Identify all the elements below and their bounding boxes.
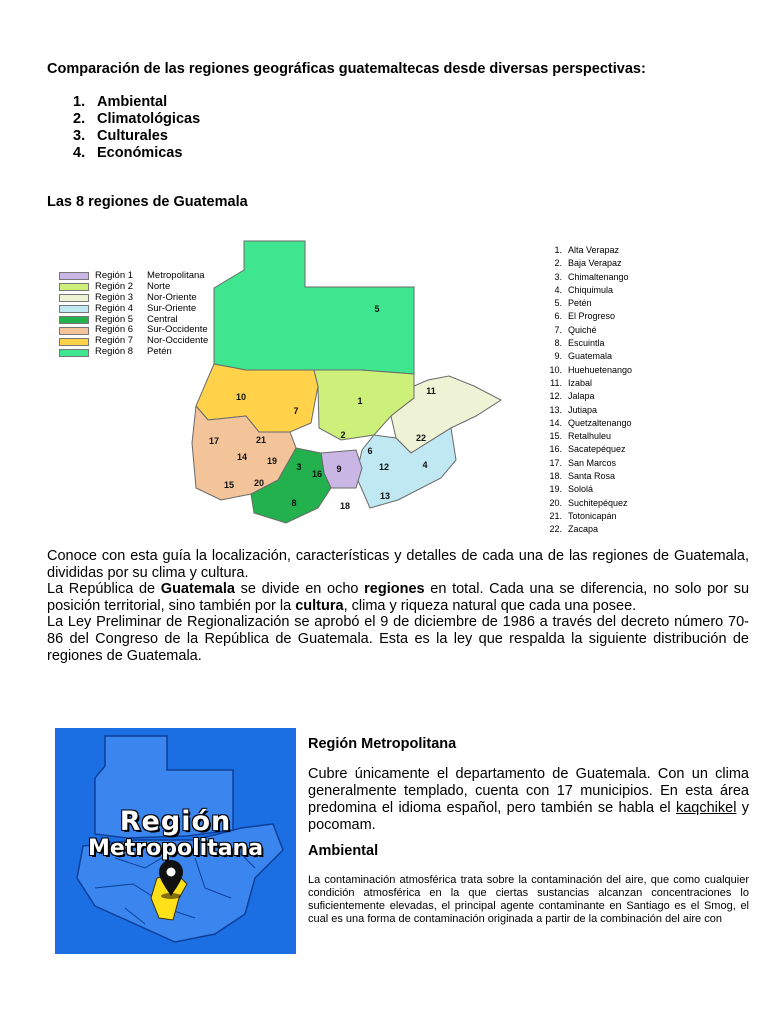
map-label: 4 [422,460,428,470]
section-heading: Región Metropolitana [308,736,457,752]
regions-heading: Las 8 regiones de Guatemala [47,194,248,210]
list-item: 18. Santa Rosa [549,471,616,482]
intro-paragraph: La República de Guatemala se divide en ocho regiones en total. Cada una se diferencia, no solo por su posición territorial, sino también por la cultura, clima y riqueza natural que cada una posee. [47,581,750,614]
subsection-heading: Ambiental [308,843,379,859]
perspectives-list [73,94,200,162]
list-item: 14. Quetzaltenango [549,417,632,428]
map-label: 15 [223,480,235,490]
map-label: 19 [266,456,278,466]
legend-swatch [59,327,89,335]
ambiental-paragraph: La contaminación atmosférica trata sobre la contaminación del aire, que como cualquier condición atmosférica en la que ciertas sustancias alcanzan concentraciones lo suficientemente elevadas, el principal agente contaminante en Santiago es el Smog, el cual es una forma de contaminación originada a partir de la combinación del aire con [308,874,749,925]
map-label: 20 [253,478,265,488]
list-item: 13. Jutiapa [549,404,598,415]
metro-image-subtitle: Metropolitana [87,836,264,861]
legend-swatch [59,283,89,291]
list-item: 2. Climatológicas [73,111,201,127]
list-item: 4. Económicas [73,145,183,161]
list-item: 19. Sololá [549,484,594,495]
map-label: 2 [340,430,346,440]
legend-entry: Región 8 Petén [59,347,208,358]
map-label: 16 [311,469,323,479]
list-item: 8. Escuintla [554,338,605,349]
map-label: 22 [415,433,427,443]
list-item: 2. Baja Verapaz [554,258,622,269]
list-item: 10. Huehuetenango [549,364,633,375]
intro-paragraph: La Ley Preliminar de Regionalización se aprobó el 9 de diciembre de 1986 a través del decreto número 70-86 del Congreso de la República de Guatemala. Esta es la ley que respalda la siguiente distribución de regiones de Guatemala. [47,614,749,664]
list-item: 6. El Progreso [554,311,616,322]
list-item: 1. Alta Verapaz [554,245,620,255]
map-label: 7 [293,406,299,416]
map-label: 21 [255,435,267,445]
legend-entry: Región 1 Metropolitana [59,271,208,282]
metro-image-title: Región [119,806,232,837]
map-label: 5 [374,304,380,314]
list-item: 5. Petén [554,298,592,309]
map-label: 10 [235,392,247,402]
list-item: 16. Sacatepéquez [549,444,626,455]
regions-map-figure [56,238,656,535]
list-item: 12. Jalapa [549,391,595,402]
legend-entry: Región 3 Nor-Oriente [59,293,208,304]
list-item: 11. Izabal [550,377,593,388]
list-item: 17. San Marcos [549,457,617,468]
metro-description: Cubre únicamente el departamento de Guatemala. Con un clima generalmente templado, cuenta con 17 municipios. En esta área predomina el idioma español, pero también se habla el kaqchikel y pocomam. [308,766,749,833]
list-item: 3. Culturales [73,128,168,144]
list-item: 9. Guatemala [554,351,613,362]
legend-entry: Región 6 Sur-Occidente [59,325,208,336]
legend-swatch [59,349,89,357]
kaqchikel-link[interactable]: kaqchikel [675,800,737,816]
map-label: 13 [379,491,391,501]
legend-entry: Región 7 Nor-Occidente [59,336,208,347]
map-region-peten [214,241,414,374]
legend-swatch [59,305,89,313]
map-label: 3 [296,462,302,472]
metro-section [308,736,749,926]
list-item: 15. Retalhuleu [549,431,612,442]
list-item: 21. Totonicapán [549,510,617,521]
legend-entry: Región 5 Central [59,315,208,326]
page-heading: Comparación de las regiones geográficas guatemaltecas desde diversas perspectivas: [47,61,646,77]
legend-swatch [59,316,89,324]
list-item: 3. Chimaltenango [554,271,629,282]
metro-region-image [55,728,296,954]
intro-paragraph: Conoce con esta guía la localización, características y detalles de cada una de las regiones de Guatemala, divididas por su clima y cultura. [47,548,749,581]
legend-entry: Región 4 Sur-Oriente [59,304,208,315]
map-label: 11 [426,386,436,396]
map-label: 1 [357,396,363,406]
list-item: 1. Ambiental [73,94,168,110]
legend-swatch [59,338,89,346]
legend-swatch [59,294,89,302]
list-item: 22. Zacapa [549,524,599,535]
intro-text [47,548,749,664]
legend-swatch [59,272,89,280]
list-item: 20. Suchitepéquez [549,497,628,508]
map-legend [59,271,208,358]
map-label: 14 [236,452,248,462]
map-label: 18 [339,501,351,511]
map-label: 9 [336,464,342,474]
map-label: 8 [291,498,297,508]
legend-entry: Región 2 Norte [59,282,208,293]
list-item: 7. Quiché [554,324,597,335]
map-label: 17 [208,436,220,446]
department-list [540,244,632,537]
map-label: 6 [367,446,373,456]
map-label: 12 [378,462,390,472]
list-item: 4. Chiquimula [554,284,614,295]
